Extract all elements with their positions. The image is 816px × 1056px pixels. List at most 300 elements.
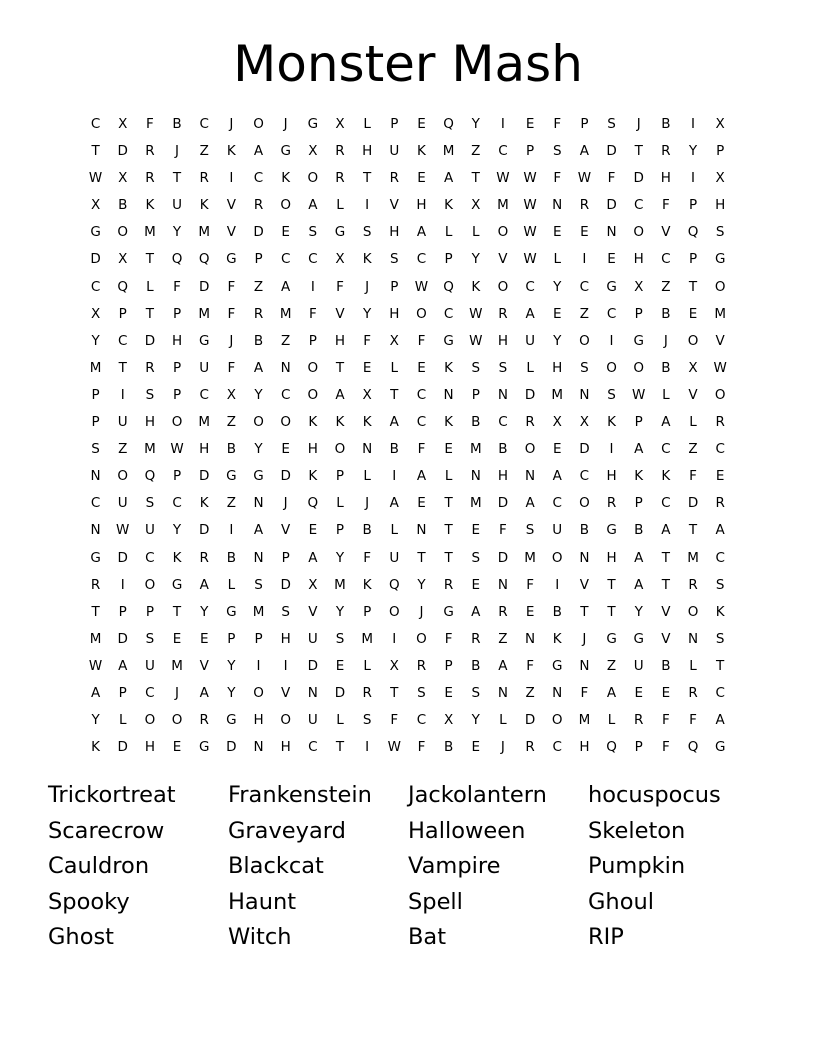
grid-cell: K: [471, 278, 481, 295]
grid-cell: I: [283, 657, 288, 674]
word-bank-item: Trickortreat: [48, 782, 176, 808]
grid-cell: T: [118, 359, 127, 376]
grid-cell: F: [661, 712, 670, 729]
grid-cell: F: [689, 468, 697, 485]
grid-cell: Z: [525, 684, 535, 701]
grid-cell: W: [523, 251, 537, 268]
grid-cell: R: [634, 712, 644, 729]
grid-cell: R: [715, 495, 725, 512]
grid-cell: N: [307, 684, 318, 701]
grid-cell: D: [307, 657, 319, 674]
grid-cell: X: [552, 414, 562, 431]
grid-cell: J: [365, 278, 370, 295]
grid-cell: K: [444, 414, 454, 431]
grid-cell: M: [144, 441, 156, 458]
grid-cell: N: [416, 522, 427, 539]
grid-cell: M: [89, 359, 102, 376]
grid-cell: U: [144, 522, 155, 539]
grid-cell: Y: [172, 522, 182, 539]
grid-row: [82, 328, 734, 355]
grid-cell: K: [199, 495, 209, 512]
grid-cell: B: [226, 441, 236, 458]
word-bank-item: RIP: [588, 924, 624, 950]
grid-cell: I: [229, 170, 234, 187]
grid-cell: E: [362, 359, 372, 376]
grid-cell: E: [715, 468, 725, 485]
grid-cell: B: [172, 116, 182, 132]
grid-cell: K: [308, 468, 318, 485]
grid-cell: U: [307, 712, 318, 729]
grid-cell: F: [417, 441, 426, 458]
grid-cell: F: [417, 332, 426, 349]
grid-cell: I: [691, 170, 695, 187]
grid-cell: F: [499, 522, 507, 539]
word-bank-item: Spell: [408, 888, 463, 915]
grid-cell: O: [551, 712, 563, 729]
grid-cell: L: [390, 522, 399, 539]
grid-cell: R: [145, 170, 155, 187]
grid-cell: Z: [118, 441, 128, 458]
grid-cell: Y: [335, 603, 345, 620]
grid-cell: W: [577, 170, 592, 187]
grid-cell: N: [90, 468, 101, 485]
word-bank-item: Haunt: [228, 888, 297, 915]
grid-cell: R: [199, 170, 209, 187]
grid-cell: Y: [91, 712, 100, 729]
grid-cell: W: [496, 170, 510, 187]
grid-cell: G: [633, 630, 644, 647]
grid-cell: F: [227, 278, 236, 295]
grid-row: [82, 490, 734, 517]
grid-cell: X: [118, 251, 128, 268]
grid-cell: A: [606, 684, 617, 701]
grid-cell: R: [498, 305, 508, 322]
grid-cell: O: [687, 603, 699, 620]
word-bank-item: Pumpkin: [588, 853, 686, 879]
grid-cell: U: [172, 197, 182, 214]
grid-cell: R: [471, 630, 481, 647]
grid-cell: J: [283, 495, 288, 512]
grid-cell: A: [715, 522, 725, 539]
grid-cell: Z: [199, 143, 209, 160]
grid-cell: X: [308, 143, 318, 160]
grid-cell: S: [525, 522, 535, 539]
grid-cell: E: [172, 739, 182, 756]
grid-cell: Y: [91, 332, 100, 349]
grid-cell: A: [498, 657, 508, 674]
grid-cell: K: [444, 359, 454, 376]
grid-cell: N: [525, 468, 536, 485]
grid-cell: C: [280, 251, 291, 268]
grid-cell: N: [497, 576, 508, 593]
grid-cell: X: [579, 414, 590, 431]
grid-cell: F: [390, 712, 399, 729]
grid-cell: O: [117, 224, 129, 241]
grid-cell: D: [117, 549, 128, 566]
grid-cell: X: [308, 576, 318, 593]
grid-cell: L: [662, 386, 670, 403]
grid-cell: D: [280, 576, 291, 593]
grid-cell: X: [90, 197, 101, 214]
grid-cell: R: [389, 170, 399, 187]
grid-cell: S: [471, 549, 481, 566]
grid-cell: H: [389, 305, 400, 322]
grid-cell: A: [471, 603, 481, 620]
grid-cell: F: [227, 305, 236, 322]
grid-cell: V: [661, 224, 671, 241]
grid-cell: D: [334, 684, 346, 701]
grid-cell: F: [607, 170, 616, 187]
grid-cell: D: [633, 170, 644, 187]
grid-cell: H: [497, 332, 508, 349]
grid-cell: D: [144, 332, 156, 349]
grid-cell: P: [335, 522, 345, 539]
grid-cell: F: [363, 549, 372, 566]
grid-cell: L: [472, 224, 480, 241]
grid-cell: J: [175, 143, 180, 160]
grid-cell: Y: [471, 251, 480, 268]
grid-cell: K: [417, 143, 426, 160]
grid-cell: U: [525, 332, 536, 349]
word-bank-item: Ghoul: [588, 888, 654, 915]
grid-cell: U: [389, 143, 400, 160]
word-bank-item: Cauldron: [48, 853, 150, 879]
word-bank: [48, 778, 768, 956]
grid-cell: S: [91, 441, 100, 458]
grid-cell: H: [497, 468, 508, 485]
grid-cell: Y: [471, 116, 480, 132]
grid-cell: O: [714, 278, 726, 295]
grid-cell: O: [633, 224, 645, 241]
grid-cell: A: [416, 224, 427, 241]
grid-cell: Y: [254, 386, 263, 403]
page-title: Monster Mash: [233, 35, 583, 93]
grid-cell: E: [444, 441, 453, 458]
grid-cell: U: [199, 359, 210, 376]
grid-cell: X: [389, 657, 399, 674]
grid-cell: Z: [688, 441, 698, 458]
grid-cell: K: [335, 414, 345, 431]
grid-row: [82, 626, 734, 653]
grid-cell: H: [715, 197, 726, 214]
grid-cell: N: [443, 386, 454, 403]
grid-cell: R: [416, 657, 427, 674]
grid-cell: R: [253, 305, 264, 322]
grid-cell: D: [497, 549, 509, 566]
grid-cell: S: [335, 630, 345, 647]
grid-cell: L: [336, 197, 344, 214]
grid-row: [82, 382, 734, 409]
grid-cell: W: [469, 305, 483, 322]
letter-grid: [82, 111, 734, 761]
grid-cell: T: [417, 549, 426, 566]
grid-row: [82, 653, 734, 680]
grid-cell: L: [227, 576, 236, 593]
grid-cell: N: [687, 630, 699, 647]
grid-cell: J: [175, 684, 180, 701]
grid-cell: C: [416, 712, 427, 729]
grid-cell: E: [417, 170, 426, 187]
grid-cell: T: [145, 251, 155, 268]
grid-cell: T: [607, 576, 616, 593]
grid-cell: T: [172, 170, 182, 187]
grid-cell: C: [661, 495, 671, 512]
grid-cell: E: [471, 576, 481, 593]
word-bank-item: Bat: [408, 924, 447, 950]
grid-cell: Q: [144, 468, 156, 485]
grid-cell: N: [253, 549, 264, 566]
grid-cell: J: [663, 332, 668, 349]
grid-cell: P: [308, 332, 317, 349]
grid-cell: P: [227, 630, 236, 647]
grid-cell: F: [417, 739, 426, 756]
grid-cell: G: [714, 251, 726, 268]
grid-cell: P: [716, 143, 725, 160]
grid-cell: D: [497, 495, 509, 512]
grid-cell: F: [689, 712, 697, 729]
grid-cell: P: [688, 197, 698, 214]
grid-cell: N: [253, 739, 264, 756]
grid-cell: V: [661, 603, 671, 620]
grid-cell: C: [118, 332, 128, 349]
grid-cell: P: [172, 468, 182, 485]
grid-cell: Y: [335, 549, 345, 566]
grid-cell: N: [579, 657, 590, 674]
word-bank-item: Jackolantern: [408, 782, 547, 808]
grid-cell: P: [634, 305, 643, 322]
grid-cell: Y: [227, 657, 236, 674]
grid-cell: P: [471, 386, 480, 403]
grid-cell: Z: [226, 414, 236, 431]
grid-cell: O: [117, 468, 129, 485]
word-bank-item: Graveyard: [228, 817, 346, 844]
grid-cell: T: [444, 495, 453, 512]
grid-cell: X: [335, 116, 345, 132]
grid-cell: X: [715, 116, 725, 132]
grid-cell: P: [634, 414, 643, 431]
grid-cell: K: [715, 603, 725, 620]
grid-cell: A: [308, 549, 318, 566]
grid-cell: V: [335, 305, 345, 322]
grid-cell: P: [526, 143, 535, 160]
grid-cell: W: [116, 522, 130, 539]
grid-cell: Z: [253, 278, 264, 295]
grid-cell: C: [416, 386, 427, 403]
grid-cell: M: [469, 495, 482, 512]
grid-cell: P: [118, 305, 127, 322]
grid-cell: O: [253, 116, 264, 132]
grid-cell: U: [633, 657, 644, 674]
grid-cell: O: [144, 576, 156, 593]
grid-cell: I: [392, 468, 397, 485]
grid-cell: E: [552, 441, 562, 458]
grid-cell: C: [416, 251, 427, 268]
grid-cell: Q: [307, 495, 319, 512]
grid-row: [82, 192, 734, 219]
grid-cell: O: [280, 712, 291, 729]
grid-cell: R: [579, 197, 590, 214]
grid-cell: P: [254, 630, 263, 647]
grid-row: [82, 599, 734, 626]
grid-cell: C: [90, 116, 101, 132]
grid-cell: W: [88, 657, 103, 674]
grid-cell: Q: [388, 576, 400, 593]
grid-cell: E: [471, 739, 481, 756]
grid-cell: R: [443, 576, 454, 593]
grid-cell: T: [390, 684, 399, 701]
grid-cell: D: [524, 386, 536, 403]
grid-cell: V: [389, 197, 399, 214]
grid-cell: L: [689, 414, 697, 431]
grid-cell: I: [120, 576, 125, 593]
grid-cell: B: [471, 414, 481, 431]
grid-cell: O: [633, 359, 645, 376]
grid-cell: W: [469, 332, 483, 349]
grid-row: [82, 274, 734, 301]
grid-cell: F: [526, 657, 534, 674]
grid-cell: R: [498, 603, 508, 620]
grid-cell: B: [498, 441, 508, 458]
grid-cell: O: [307, 386, 319, 403]
grid-cell: Y: [227, 684, 236, 701]
grid-cell: C: [416, 414, 427, 431]
grid-cell: D: [117, 143, 128, 160]
grid-cell: C: [579, 278, 590, 295]
grid-cell: S: [715, 630, 725, 647]
grid-cell: P: [281, 549, 290, 566]
grid-cell: O: [253, 414, 264, 431]
grid-cell: H: [253, 712, 264, 729]
grid-cell: N: [525, 630, 536, 647]
grid-cell: P: [390, 116, 399, 132]
grid-cell: G: [552, 657, 563, 674]
grid-cell: B: [661, 116, 671, 132]
grid-cell: J: [636, 116, 641, 132]
grid-cell: M: [279, 305, 292, 322]
grid-cell: B: [118, 197, 128, 214]
grid-cell: M: [198, 305, 211, 322]
grid-cell: F: [526, 576, 534, 593]
grid-cell: O: [579, 495, 590, 512]
grid-cell: A: [281, 278, 291, 295]
grid-cell: T: [607, 603, 616, 620]
grid-cell: J: [229, 332, 234, 349]
grid-row: [82, 463, 734, 490]
grid-cell: P: [444, 251, 453, 268]
grid-cell: O: [551, 549, 563, 566]
grid-cell: O: [416, 630, 427, 647]
grid-cell: M: [144, 224, 156, 241]
grid-cell: T: [172, 603, 182, 620]
grid-cell: L: [146, 278, 154, 295]
grid-cell: D: [117, 739, 128, 756]
grid-cell: E: [172, 630, 182, 647]
grid-cell: Z: [606, 657, 617, 674]
grid-cell: X: [688, 359, 698, 376]
grid-cell: T: [716, 657, 725, 674]
grid-cell: S: [145, 495, 155, 512]
grid-cell: T: [91, 603, 100, 620]
grid-cell: C: [199, 386, 209, 403]
grid-cell: G: [226, 603, 237, 620]
grid-cell: K: [226, 143, 236, 160]
grid-cell: S: [308, 224, 318, 241]
grid-cell: B: [661, 359, 671, 376]
grid-cell: L: [363, 116, 371, 132]
grid-cell: Y: [172, 224, 182, 241]
grid-cell: F: [580, 684, 589, 701]
grid-cell: I: [256, 657, 261, 674]
grid-cell: L: [390, 359, 399, 376]
grid-cell: K: [444, 197, 454, 214]
grid-cell: I: [229, 522, 234, 539]
grid-cell: S: [607, 386, 616, 403]
grid-cell: R: [606, 495, 617, 512]
grid-cell: G: [90, 549, 101, 566]
grid-cell: K: [308, 414, 318, 431]
grid-cell: F: [336, 278, 344, 295]
grid-cell: G: [714, 739, 726, 756]
grid-cell: C: [199, 116, 209, 132]
grid-row: [82, 301, 734, 328]
grid-cell: V: [688, 386, 698, 403]
grid-cell: C: [715, 684, 725, 701]
grid-cell: Y: [634, 603, 643, 620]
grid-cell: S: [715, 576, 725, 593]
grid-cell: C: [715, 549, 725, 566]
grid-cell: D: [199, 522, 210, 539]
grid-cell: E: [688, 305, 698, 322]
grid-cell: N: [90, 522, 101, 539]
grid-cell: P: [580, 116, 589, 132]
grid-cell: A: [443, 170, 454, 187]
grid-cell: E: [661, 684, 671, 701]
grid-cell: D: [579, 441, 590, 458]
grid-cell: A: [552, 468, 562, 485]
grid-cell: U: [307, 630, 318, 647]
grid-cell: B: [253, 332, 264, 349]
word-bank-item: Halloween: [408, 817, 526, 844]
grid-cell: T: [363, 170, 372, 187]
grid-cell: D: [524, 712, 536, 729]
grid-cell: C: [145, 549, 155, 566]
grid-cell: E: [417, 116, 426, 132]
grid-cell: B: [634, 522, 644, 539]
grid-cell: H: [144, 414, 155, 431]
grid-cell: L: [363, 468, 371, 485]
grid-cell: S: [362, 224, 372, 241]
grid-cell: H: [144, 739, 155, 756]
grid-cell: F: [661, 739, 670, 756]
word-bank-item: Skeleton: [588, 817, 686, 844]
grid-cell: S: [145, 386, 155, 403]
grid-cell: A: [416, 468, 427, 485]
grid-cell: C: [552, 495, 562, 512]
grid-cell: A: [389, 414, 399, 431]
grid-row: [82, 680, 734, 707]
grid-cell: B: [443, 739, 454, 756]
grid-cell: A: [389, 495, 399, 512]
grid-row: [82, 409, 734, 436]
grid-cell: C: [633, 197, 644, 214]
grid-cell: P: [172, 359, 182, 376]
grid-cell: P: [172, 386, 182, 403]
grid-cell: K: [199, 197, 209, 214]
grid-cell: H: [416, 197, 427, 214]
grid-cell: C: [308, 739, 318, 756]
grid-cell: Y: [688, 143, 698, 160]
grid-cell: I: [392, 630, 397, 647]
